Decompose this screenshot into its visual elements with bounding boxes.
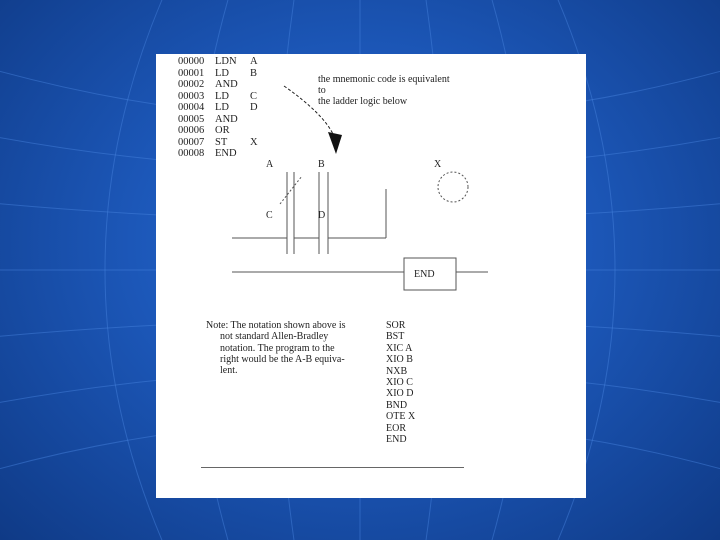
mnemonic-op: LD: [215, 90, 229, 102]
end-label: END: [414, 269, 435, 280]
mnemonic-addr: 00004: [178, 102, 205, 113]
ab-instruction: NXB: [386, 365, 408, 377]
mnemonic-addr: 00008: [178, 148, 205, 159]
note-line: lent.: [220, 365, 238, 377]
ab-instruction: EOR: [386, 422, 406, 434]
mnemonic-arg: D: [250, 102, 258, 113]
ab-instruction: SOR: [386, 320, 406, 331]
mnemonic-addr: 00007: [178, 136, 205, 148]
mnemonic-op: LD: [215, 67, 229, 79]
ab-instruction: XIC A: [386, 342, 413, 354]
label-b: B: [318, 159, 325, 170]
divider-line: [201, 467, 464, 468]
note-line: right would be the A-B equiva-: [220, 353, 345, 365]
annotation-line: the ladder logic below: [318, 96, 408, 107]
ab-instruction: XIO C: [386, 377, 413, 389]
label-c: C: [266, 210, 273, 221]
mnemonic-op: AND: [215, 113, 238, 125]
output-coil-x: [438, 172, 468, 202]
contact-a-slash: [280, 176, 302, 204]
label-a: A: [266, 159, 274, 170]
mnemonic-addr: 00003: [178, 90, 205, 102]
ab-instruction: BST: [386, 331, 405, 343]
ab-instruction: XIO D: [386, 388, 414, 400]
ab-instruction: END: [386, 434, 407, 446]
allen-bradley-listing: [386, 320, 415, 445]
annotation-line: the mnemonic code is equivalent to: [318, 74, 450, 96]
mnemonic-arg: A: [250, 56, 258, 67]
mnemonic-op: OR: [215, 125, 230, 136]
mnemonic-addr: 00002: [178, 79, 205, 90]
ab-instruction: OTE X: [386, 411, 416, 423]
annotation-arrow: [284, 86, 334, 136]
mnemonic-op: AND: [215, 79, 238, 90]
mnemonic-addr: 00001: [178, 67, 205, 79]
mnemonic-op: ST: [215, 136, 228, 148]
ab-instruction: BND: [386, 399, 408, 411]
note-line: notation. The program to the: [220, 342, 335, 354]
mnemonic-op: LDN: [215, 56, 237, 67]
mnemonic-arg: B: [250, 67, 258, 79]
note-line: not standard Allen-Bradley: [220, 331, 329, 343]
mnemonic-arg: X: [250, 136, 258, 148]
label-d: D: [318, 210, 326, 221]
mnemonic-arg: C: [250, 90, 258, 102]
mnemonic-addr: 00000: [178, 56, 205, 67]
mnemonic-addr: 00006: [178, 125, 205, 136]
mnemonic-op: LD: [215, 102, 229, 113]
arrow-head-icon: [328, 132, 342, 154]
ab-instruction: XIO B: [386, 354, 413, 366]
label-x: X: [434, 159, 442, 170]
note-line: Note: The notation shown above is: [206, 320, 346, 331]
ladder-diagram: [156, 54, 586, 498]
note-text: [206, 320, 356, 376]
mnemonic-addr: 00005: [178, 113, 205, 125]
slide-figure: [156, 54, 586, 498]
mnemonic-op: END: [215, 148, 237, 159]
